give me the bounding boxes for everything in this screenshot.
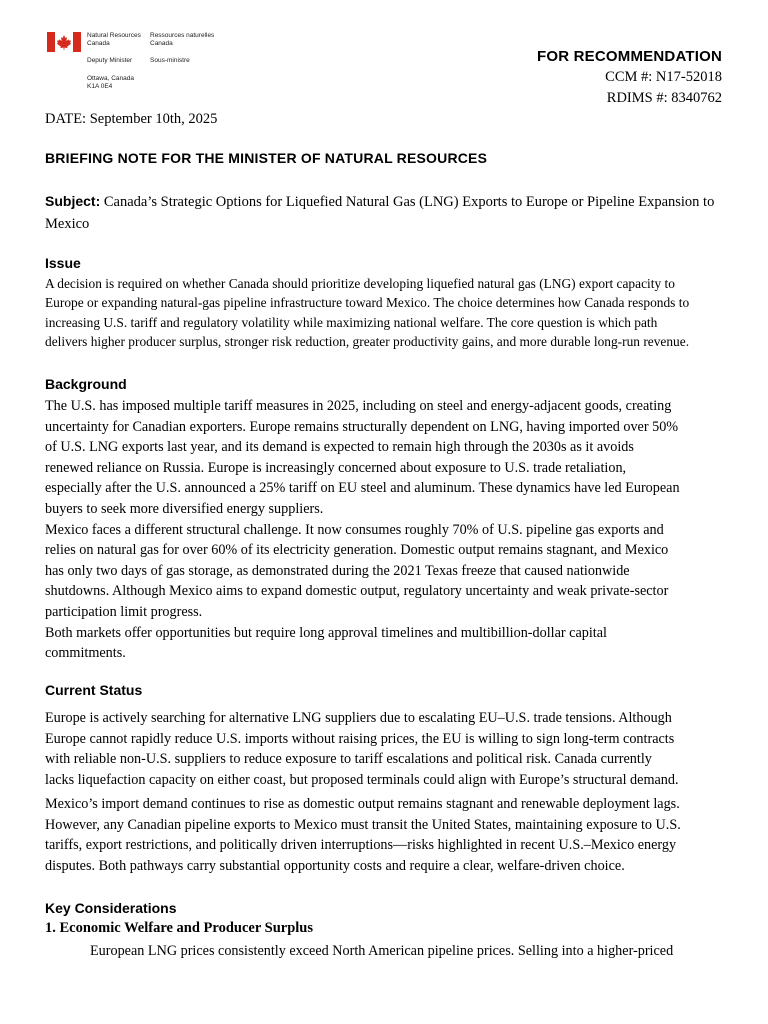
issue-heading: Issue <box>45 255 81 271</box>
consideration-1-heading: 1. Economic Welfare and Producer Surplus <box>45 920 314 936</box>
recommendation-label: FOR RECOMMENDATION <box>537 48 722 65</box>
office-address: Ottawa, Canada K1A 0E4 <box>87 75 134 90</box>
key-considerations-heading: Key Considerations <box>45 900 177 916</box>
subject-label: Subject: <box>45 193 101 209</box>
office-fr: Sous-ministre <box>150 57 190 64</box>
document-date: DATE: September 10th, 2025 <box>45 111 218 127</box>
office-en: Deputy Minister <box>87 57 133 64</box>
subject-text: Canada’s Strategic Options for Liquefied Natural Gas (LNG) Exports to Europe or Pipeline Expansion to Mexico <box>45 194 715 232</box>
document-title: BRIEFING NOTE FOR THE MINISTER OF NATURAL RESOURCES <box>45 150 488 166</box>
current-status-heading: Current Status <box>45 682 143 698</box>
consideration-1-body: European LNG prices consistently exceed North American pipeline prices. Selling into a higher-priced <box>90 943 674 959</box>
background-para-1: The U.S. has imposed multiple tariff measures in 2025, including on steel and energy-adjacent goods, creating uncertainty for Canadian exporters. Europe remains structurally dependent on LNG, having imported over 50% of U.S. LNG exports last year, and its demand is expected to remain high through the 2030s as it avoids renewed reliance on Russia. Europe is increasingly concerned about exposure to U.S. trade retaliation, especially after the U.S. announced a 25% tariff on EU steel and aluminum. These dynamics have led European buyers to seek more diversified energy suppliers. <box>45 398 680 517</box>
ccm-number: CCM #: N17-52018 <box>605 69 722 85</box>
current-status-para-1: Europe is actively searching for alternative LNG suppliers due to escalating EU–U.S. trade tensions. Although Europe cannot rapidly reduce U.S. imports without raising prices, the EU is willing to sign long-term contracts with reliable non-U.S. suppliers to reduce exposure to tariff escalations and political risk. Canada currently lacks liquefaction capacity on either coast, but proposed terminals could align with Europe’s structural demand. <box>45 710 679 788</box>
background-para-3: Both markets offer opportunities but require long approval timelines and multibillion-dollar capital commitments. <box>45 624 607 662</box>
issue-body: A decision is required on whether Canada should prioritize developing liquefied natural gas (LNG) export capacity to Europe or expanding natural-gas pipeline infrastructure toward Mexico. The choice determines how Canada responds to increasing U.S. tariff and regulatory volatility while maximizing national welfare. The core question is which path delivers higher producer surplus, stronger risk reduction, greater productivity gains, and more durable long-run revenue. <box>45 276 690 349</box>
canada-flag-icon <box>47 32 81 52</box>
background-heading: Background <box>45 376 127 392</box>
current-status-para-2: Mexico’s import demand continues to rise as domestic output remains stagnant and renewable deployment lags. However, any Canadian pipeline exports to Mexico must transit the United States, maintaining exposure to U.S. tariffs, export restrictions, and politically driven interruptions—risks highlighted in recent U.S.–Mexico energy disputes. Both pathways carry substantial opportunity costs and require a clear, welfare-driven choice. <box>45 796 681 874</box>
department-name-fr: Ressources naturelles Canada <box>150 32 215 47</box>
subject-line <box>45 190 735 235</box>
rdims-number: RDIMS #: 8340762 <box>606 90 722 106</box>
background-para-2: Mexico faces a different structural challenge. It now consumes roughly 70% of U.S. pipeline gas exports and relies on natural gas for over 60% of its electricity generation. Domestic output remains stagnant, and Mexico has only two days of gas storage, as demonstrated during the 2021 Texas freeze that caused nationwide shutdowns. Although Mexico aims to expand domestic output, regulatory uncertainty and weak private-sector participation limit progress. <box>45 521 669 620</box>
department-name-en: Natural Resources Canada <box>87 32 141 47</box>
